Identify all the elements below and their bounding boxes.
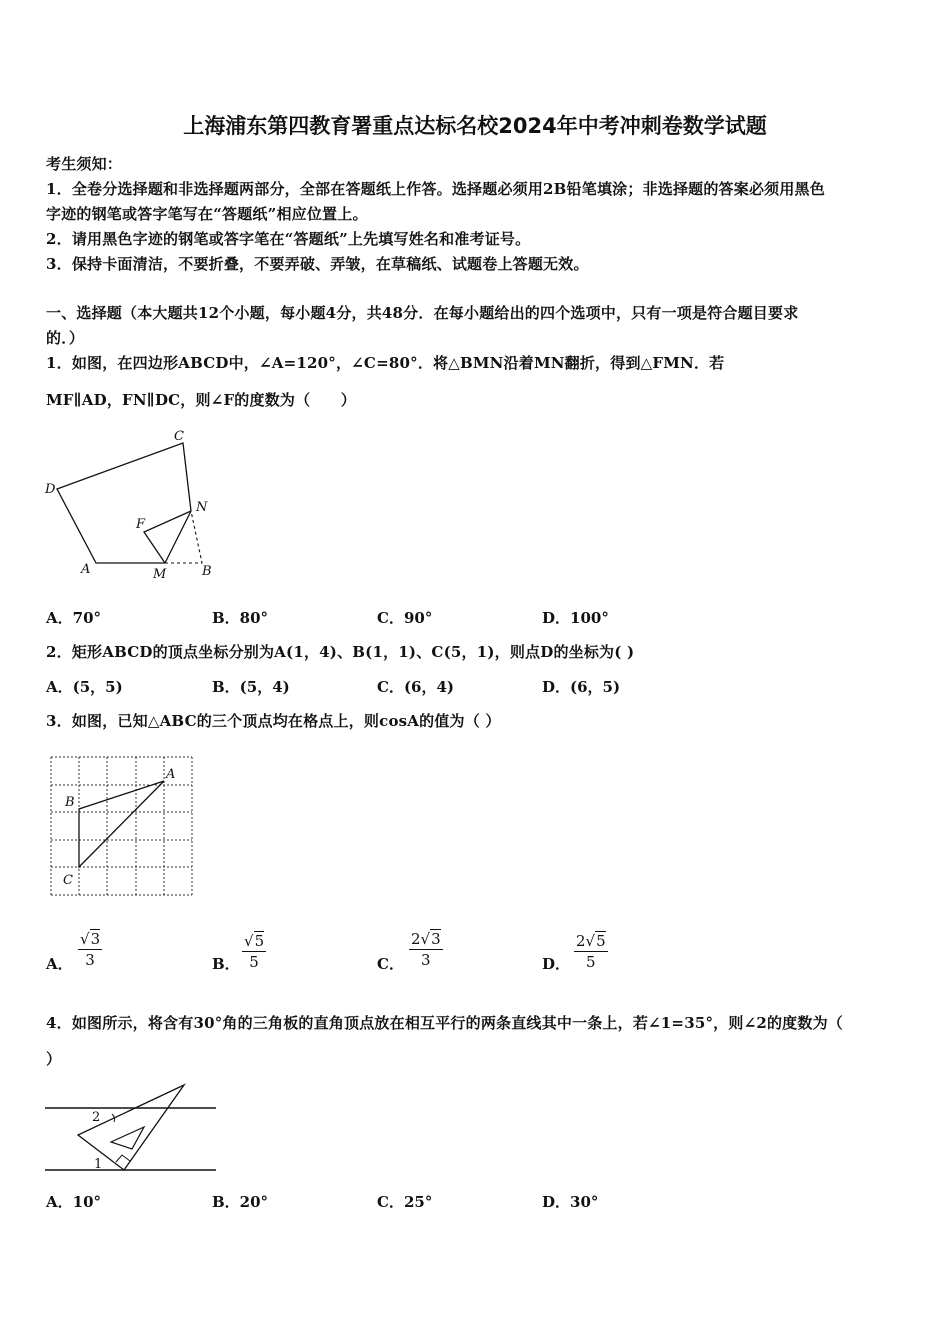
q1-option-b[interactable]: B．80° <box>212 609 269 627</box>
q3-option-a-den: 3 <box>85 951 95 969</box>
q4-stem-cont: ） <box>46 1050 62 1068</box>
q2-option-c[interactable]: C．(6，4) <box>377 678 455 696</box>
q4-option-c[interactable]: C．25° <box>377 1193 433 1211</box>
q1-quadrilateral-figure <box>40 425 230 590</box>
q3-option-d-fraction[interactable]: $\frac{2√5}{5}$ <box>576 932 606 971</box>
q1-stem: 1．如图，在四边形ABCD中，∠A=120°，∠C=80°．将△BMN沿着MN翻折，得到△FMN．若 <box>46 354 725 372</box>
q2-option-b[interactable]: B．(5，4) <box>212 678 290 696</box>
q4-angle-2-label: 2 <box>92 1110 101 1125</box>
section-heading: 一、选择题（本大题共12个小题，每小题4分，共48分．在每小题给出的四个选项中，只有一项是符合题目要求 <box>46 304 799 322</box>
q3-label-a: A <box>166 767 176 782</box>
q3-option-c-fraction[interactable]: $\frac{2√3}{3}$ <box>411 930 441 969</box>
q1-option-c[interactable]: C．90° <box>377 609 433 627</box>
q1-option-a[interactable]: A．70° <box>46 609 102 627</box>
q3-option-c-letter[interactable]: C． <box>377 955 404 973</box>
q3-stem: 3．如图，已知△ABC的三个顶点均在格点上，则cosA的值为（ ） <box>46 712 501 730</box>
notice-item: 2．请用黑色字迹的钢笔或答字笔在“答题纸”上先填写姓名和准考证号。 <box>46 230 531 248</box>
notice-item: 3．保持卡面清洁，不要折叠，不要弄破、弄皱，在草稿纸、试题卷上答题无效。 <box>46 255 589 273</box>
q3-option-d-radicand: 5 <box>596 932 606 950</box>
q3-label-c: C <box>63 873 73 888</box>
q1-label-d: D <box>45 482 56 497</box>
q1-label-m: M <box>153 567 167 582</box>
page-title: 上海浦东第四教育署重点达标名校2024年中考冲刺卷数学试题 <box>183 114 767 138</box>
q3-option-d-den: 5 <box>586 953 596 971</box>
q4-angle-1-label: 1 <box>94 1157 103 1172</box>
q3-option-a-letter[interactable]: A． <box>46 955 73 973</box>
q1-label-b: B <box>202 564 212 579</box>
q2-stem: 2．矩形ABCD的顶点坐标分别为A(1，4)、B(1，1)、C(5，1)，则点D的坐标为( ) <box>46 643 635 661</box>
q4-triangle-ruler-figure <box>40 1078 220 1178</box>
q3-option-a-radicand: 3 <box>90 930 101 948</box>
q2-option-d[interactable]: D．(6，5) <box>542 678 621 696</box>
q3-option-d-letter[interactable]: D． <box>542 955 571 973</box>
q3-label-b: B <box>65 795 75 810</box>
q3-option-d-coef: 2 <box>576 932 586 950</box>
q4-stem: 4．如图所示，将含有30°角的三角板的直角顶点放在相互平行的两条直线其中一条上，若∠1=35°，则∠2的度数为（ <box>46 1014 843 1032</box>
q3-grid-figure <box>40 748 200 903</box>
q4-option-a[interactable]: A．10° <box>46 1193 102 1211</box>
q3-option-c-den: 3 <box>421 951 431 969</box>
section-heading-cont: 的．） <box>46 329 85 347</box>
q3-option-c-coef: 2 <box>411 930 421 948</box>
q4-option-b[interactable]: B．20° <box>212 1193 269 1211</box>
q3-option-b-fraction[interactable]: $\frac{√5}{5}$ <box>244 932 265 971</box>
q3-option-b-radicand: 5 <box>254 932 265 950</box>
q3-option-b-letter[interactable]: B． <box>212 955 240 973</box>
q4-option-d[interactable]: D．30° <box>542 1193 599 1211</box>
q2-option-a[interactable]: A．(5，5) <box>46 678 123 696</box>
notice-item: 字迹的钢笔或答字笔写在“答题纸”相应位置上。 <box>46 205 368 223</box>
q1-label-f: F <box>136 517 146 532</box>
q1-option-d[interactable]: D．100° <box>542 609 609 627</box>
q1-label-a: A <box>81 562 91 577</box>
q1-label-n: N <box>196 500 208 515</box>
q1-label-c: C <box>174 429 184 444</box>
q1-stem-cont: MF∥AD，FN∥DC，则∠F的度数为（ ） <box>46 391 356 409</box>
q3-option-a-fraction[interactable]: $\frac{√3}{3}$ <box>80 930 101 969</box>
notice-item: 1．全卷分选择题和非选择题两部分，全部在答题纸上作答。选择题必须用2B铅笔填涂；非选择题的答案必须用黑色 <box>46 180 825 198</box>
notice-heading: 考生须知： <box>46 155 123 173</box>
q3-option-b-den: 5 <box>249 953 259 971</box>
q3-option-c-radicand: 3 <box>431 930 441 948</box>
